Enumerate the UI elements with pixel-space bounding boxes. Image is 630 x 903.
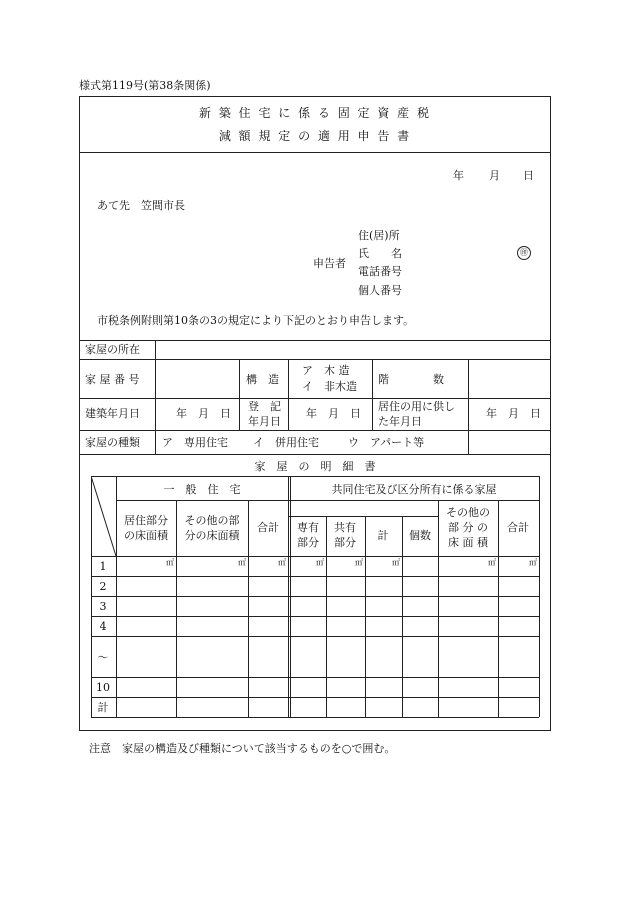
col-other2-1: その他の <box>446 506 490 519</box>
built-date-ymd: 年 月 日 <box>176 407 231 420</box>
unit-total: ㎡ <box>278 558 286 567</box>
row-label-4: 4 <box>99 620 107 633</box>
house-type-mixed: イ 併用住宅 <box>253 436 319 449</box>
statement: 市税条例附則第10条の3の規定により下記のとおり申告します。 <box>97 314 415 327</box>
house-number-label: 家 屋 番 号 <box>85 373 140 386</box>
col-sum: 計 <box>377 529 389 542</box>
registered-ymd: 年 月 日 <box>306 407 361 420</box>
phone-label: 電話番号 <box>358 265 402 278</box>
form-id: 様式第119号(第38条関係) <box>79 79 211 92</box>
date-year: 年 <box>453 169 464 182</box>
col-count: 個数 <box>409 529 431 542</box>
row-label-1: 1 <box>99 560 107 573</box>
id-number-label: 個人番号 <box>358 284 402 297</box>
corner-diagonal <box>91 476 116 556</box>
row-label-2: 2 <box>99 580 107 593</box>
row-label-total: 計 <box>97 701 109 714</box>
residence-ymd: 年 月 日 <box>486 407 541 420</box>
col-private-1: 専有 <box>297 521 319 534</box>
built-date-label: 建築年月日 <box>85 407 140 420</box>
registered-label-1: 登 記 <box>248 400 281 413</box>
note: 注意 家屋の構造及び種類について該当するものを○で囲む。 <box>89 742 396 755</box>
unit-private: ㎡ <box>316 558 324 567</box>
title-line-1: 新 築 住 宅 に 係 る 固 定 資 産 税 <box>199 106 431 120</box>
col-res-area-1: 居住部分 <box>124 514 168 527</box>
col-shared-2: 部分 <box>334 536 356 549</box>
row-label-10: 10 <box>96 681 110 694</box>
unit-res-area: ㎡ <box>166 558 174 567</box>
house-type-dedicated: ア 専用住宅 <box>162 436 228 449</box>
unit-sum: ㎡ <box>392 558 400 567</box>
title-line-2: 減 額 規 定 の 適 用 申 告 書 <box>218 129 412 143</box>
unit-other-area: ㎡ <box>238 558 246 567</box>
col-other2-3: 床 面 積 <box>448 536 488 549</box>
col-res-area-2: の床面積 <box>124 529 168 542</box>
address-label: 住(居)所 <box>358 229 400 242</box>
house-type-label: 家屋の種類 <box>85 436 140 449</box>
name-label: 氏 名 <box>358 247 402 260</box>
structure-option-nonwood: イ 非木造 <box>302 380 357 393</box>
detail-title: 家 屋 の 明 細 書 <box>254 460 376 473</box>
col-other-area-1: その他の部 <box>184 514 240 527</box>
house-type-apartment: ウ アパート等 <box>348 436 425 449</box>
col-total2: 合計 <box>507 521 529 534</box>
registered-label-2: 年月日 <box>248 415 281 428</box>
residence-label-2: た年月日 <box>378 415 422 428</box>
date-day: 日 <box>523 169 534 182</box>
general-housing-header: 一 般 住 宅 <box>163 483 241 496</box>
collective-housing-header: 共同住宅及び区分所有に係る家屋 <box>331 483 497 496</box>
structure-label: 構 造 <box>246 373 279 386</box>
col-shared-1: 共有 <box>334 521 356 534</box>
unit-other2: ㎡ <box>488 558 496 567</box>
col-private-2: 部分 <box>297 536 319 549</box>
recipient: あて先 笠間市長 <box>97 199 185 212</box>
residence-label-1: 居住の用に供し <box>378 400 455 413</box>
declarant-label: 申告者 <box>313 257 346 270</box>
col-total: 合計 <box>257 521 279 534</box>
col-other2-2: 部 分 の <box>448 521 488 534</box>
seal-mark: ㊞ <box>517 246 531 260</box>
row-label-3: 3 <box>99 600 107 613</box>
unit-total2: ㎡ <box>529 558 537 567</box>
col-other-area-2: 分の床面積 <box>184 529 240 542</box>
row-label-ellipsis: 〜 <box>97 651 109 664</box>
floors-label: 階 数 <box>378 373 444 386</box>
structure-option-wood: ア 木 造 <box>302 364 350 377</box>
location-label: 家屋の所在 <box>85 343 140 356</box>
date-month: 月 <box>489 169 500 182</box>
unit-shared: ㎡ <box>355 558 363 567</box>
